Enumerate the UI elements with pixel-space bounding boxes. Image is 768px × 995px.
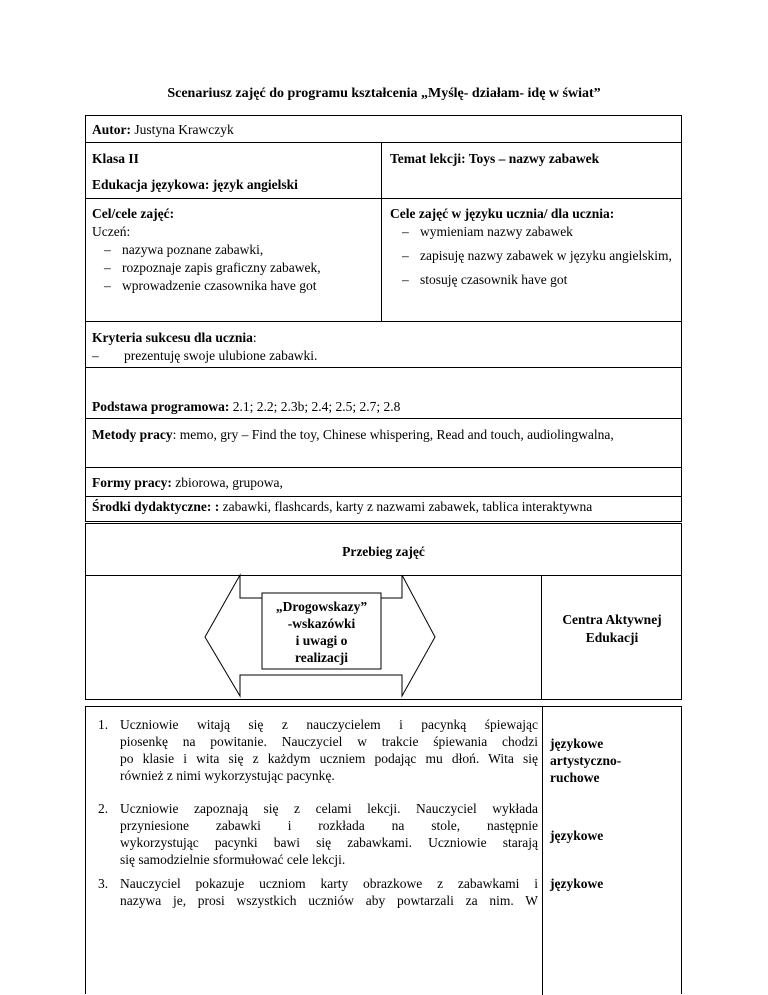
success-criteria: Kryteria sukcesu dla ucznia: – prezentuję swoje ulubione zabawki. [92, 330, 318, 363]
step-line: się samodzielnie sformułować cele lekcji. [120, 852, 346, 867]
centers-line: Edukacji [585, 630, 639, 645]
criteria-item: prezentuję swoje ulubione zabawki. [124, 348, 318, 363]
student-goals [390, 205, 673, 289]
step-line: przyniesione zabawki i rozkłada na stole, następnie [120, 818, 538, 833]
methods-label: Metody pracy [92, 427, 173, 442]
step-line: piosenkę na powitanie. Nauczyciel w trakcie śpiewania chodzi [120, 734, 538, 749]
signpost-line: realizacji [295, 650, 348, 665]
step-center [550, 735, 621, 786]
step-number: 1. [98, 717, 109, 732]
student-goal-item: – wymieniam nazwy zabawek [390, 223, 673, 241]
active-education-centers-header [542, 611, 682, 647]
criteria-colon: : [252, 330, 257, 345]
forms-value: zbiorowa, grupowa, [171, 475, 283, 490]
work-forms [92, 474, 283, 492]
lesson-topic: Temat lekcji: Toys – nazwy zabawek [390, 151, 600, 166]
step-number: 2. [98, 801, 109, 816]
author-label: Autor: [92, 122, 131, 137]
step-line: po klasie i wita się z każdym uczniem podając mu dłoń. Wita się [120, 751, 538, 766]
goal-item: – rozpoznaje zapis graficzny zabawek, [92, 259, 372, 277]
info-table [85, 115, 682, 522]
step-item [98, 800, 538, 868]
signpost-label [262, 598, 381, 666]
center-line: ruchowe [550, 770, 600, 785]
signpost-line: i uwagi o [295, 633, 348, 648]
criteria-label: Kryteria sukcesu dla ucznia [92, 330, 253, 345]
aids-label: Środki dydaktyczne: : [92, 499, 220, 514]
aids-value: zabawki, flashcards, karty z nazwami zabawek, tablica interaktywna [219, 499, 593, 514]
step-line: Nauczyciel pokazuje uczniom karty obrazkowe z zabawkami i [120, 876, 538, 891]
goals-list [92, 241, 372, 295]
signpost-line: „Drogowskazy” [275, 599, 368, 614]
author-value: Justyna Krawczyk [131, 122, 234, 137]
student-goals-list [390, 223, 673, 289]
goal-item: – nazywa poznane zabawki, [92, 241, 372, 259]
education-type: Edukacja językowa: język angielski [92, 177, 298, 192]
lesson-goals [92, 205, 372, 295]
teaching-aids [92, 498, 592, 516]
step-item [98, 875, 538, 909]
step-center [550, 827, 603, 844]
step-line: Uczniowie zapoznają się z celami lekcji. Nauczyciel wykłada [120, 801, 538, 816]
centers-line: Centra Aktywnej [562, 612, 662, 627]
center-line: artystyczno- [550, 753, 622, 768]
author-row [92, 121, 234, 139]
goals-heading: Cel/cele zajęć: [92, 206, 175, 221]
goals-sub: Uczeń: [92, 224, 131, 239]
student-goals-heading: Cele zajęć w języku ucznia/ dla ucznia: [390, 206, 615, 221]
lesson-flow-title: Przebieg zajęć [342, 544, 425, 559]
forms-label: Formy pracy: [92, 475, 172, 490]
center-line: językowe [550, 736, 604, 751]
steps-table [85, 706, 682, 994]
student-goal-item: – stosuję czasownik have got [390, 271, 673, 289]
methods-value: : memo, gry – Find the toy, Chinese whispering, Read and touch, audiolingwalna, [172, 427, 614, 442]
curriculum-value: 2.1; 2.2; 2.3b; 2.4; 2.5; 2.7; 2.8 [229, 399, 401, 414]
document-title: Scenariusz zajęć do programu kształcenia „Myślę- działam- idę w świat” [167, 86, 601, 101]
signpost-line: -wskazówki [287, 616, 356, 631]
curriculum-label: Podstawa programowa: [92, 399, 230, 414]
work-methods [92, 426, 652, 444]
step-line: wykorzystując pacynki bawi się zabawkami. Uczniowie starają [120, 835, 538, 850]
student-goal-item: – zapisuję nazwy zabawek w języku angielskim, [390, 247, 673, 265]
center-line: językowe [550, 876, 604, 891]
step-center [550, 875, 603, 892]
step-line: również z nimi wykorzystując pacynkę. [120, 768, 335, 783]
center-line: językowe [550, 828, 604, 843]
klasa-label: Klasa II [92, 151, 139, 166]
step-line: Uczniowie witają się z nauczycielem i pacynką śpiewając [120, 717, 538, 732]
step-item [98, 716, 538, 784]
curriculum-basis [92, 398, 400, 416]
step-line: nazywa je, prosi wszystkich uczniów aby powtarzali za nim. W [120, 893, 538, 908]
goal-item: – wprowadzenie czasownika have got [92, 277, 372, 295]
step-number: 3. [98, 876, 109, 891]
